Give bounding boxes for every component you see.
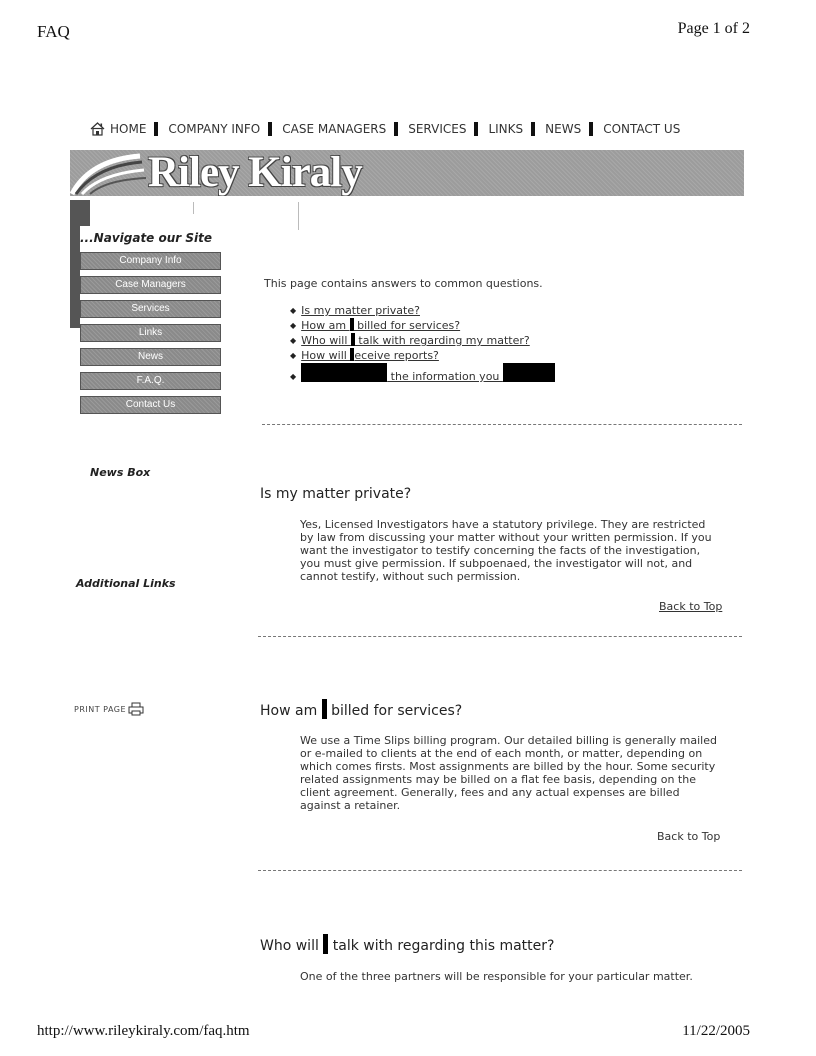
question-title-private: Is my matter private? [260, 486, 412, 502]
sidebar-item-contact-us[interactable]: Contact Us [80, 396, 221, 414]
sidebar-item-company-info[interactable]: Company Info [80, 252, 221, 270]
logo-swoosh-icon [70, 150, 150, 196]
topnav-news[interactable]: NEWS [545, 122, 582, 136]
sidebar-nav [80, 252, 221, 420]
print-footer-url: http://www.rileykiraly.com/faq.htm [37, 1023, 250, 1039]
divider [298, 202, 299, 230]
additional-links-heading: Additional Links [76, 577, 176, 590]
answer-contact: One of the three partners will be responsible for your particular matter. [300, 970, 693, 983]
section-divider [258, 870, 742, 872]
list-item [290, 318, 555, 333]
topnav-links[interactable]: LINKS [488, 122, 524, 136]
redaction-mark [301, 363, 387, 382]
list-item [290, 363, 555, 383]
toc-link-text: billed for services? [353, 319, 461, 332]
toc-link-text: talk with regarding my matter? [354, 334, 530, 347]
section-divider [258, 636, 742, 638]
bullet-icon: ◆ [290, 321, 297, 330]
question-title-text: How am [260, 703, 322, 719]
top-navigation [90, 120, 680, 138]
print-footer-date: 11/22/2005 [682, 1023, 750, 1039]
list-item [290, 303, 555, 318]
toc-link-text: the information you [387, 370, 503, 383]
topnav-separator [268, 122, 272, 136]
topnav-separator [474, 122, 478, 136]
toc-link-billing[interactable] [301, 319, 460, 332]
question-title-contact [260, 934, 554, 954]
sidebar-heading: ...Navigate our Site [80, 231, 213, 245]
bullet-icon: ◆ [290, 351, 297, 360]
site-banner [70, 150, 744, 196]
answer-private: Yes, Licensed Investigators have a statutory privilege. They are restricted by law from discussing your matter without your written permission. If you want the investigator to testify concerning the facts of the investigation, you must give permission. If subpoenaed, the investigator will not, and cannot testify, without such permission. [300, 518, 712, 583]
topnav-case-managers[interactable]: CASE MANAGERS [282, 122, 387, 136]
redaction-mark [503, 363, 555, 382]
sidebar-item-faq[interactable]: F.A.Q. [80, 372, 221, 390]
intro-text: This page contains answers to common questions. [264, 277, 543, 290]
back-to-top-link[interactable]: Back to Top [659, 600, 723, 613]
toc-link-text: How will [301, 349, 351, 362]
print-page-link[interactable] [74, 702, 144, 716]
topnav-home[interactable]: HOME [110, 122, 147, 136]
print-header-title: FAQ [37, 22, 70, 41]
toc-link-private[interactable] [301, 304, 420, 317]
bullet-icon: ◆ [290, 306, 297, 315]
toc-link-text: Is my matter private? [301, 304, 420, 317]
bullet-icon: ◆ [290, 372, 297, 381]
topnav-separator [531, 122, 535, 136]
toc-link-information[interactable] [301, 370, 555, 383]
toc-link-text: eceive reports? [354, 349, 439, 362]
home-icon[interactable] [90, 122, 105, 136]
question-title-text: talk with regarding this matter? [328, 938, 555, 954]
toc-link-reports[interactable] [301, 349, 439, 362]
sidebar-item-news[interactable]: News [80, 348, 221, 366]
list-item [290, 333, 555, 348]
printer-icon [128, 702, 144, 716]
toc-link-contact[interactable] [301, 334, 530, 347]
question-title-text: Who will [260, 938, 324, 954]
topnav-services[interactable]: SERVICES [408, 122, 467, 136]
back-to-top-link[interactable]: Back to Top [657, 830, 721, 843]
topnav-company-info[interactable]: COMPANY INFO [168, 122, 261, 136]
print-page-label: PRINT PAGE [74, 704, 127, 714]
topnav-separator [589, 122, 593, 136]
site-logo[interactable]: Riley Kiraly [148, 150, 362, 196]
news-box-heading: News Box [90, 466, 151, 479]
toc-link-text: Who will [301, 334, 351, 347]
toc-link-text: How am [301, 319, 350, 332]
faq-toc [290, 303, 555, 383]
sidebar-item-links[interactable]: Links [80, 324, 221, 342]
decorative-strip-top [70, 200, 90, 226]
divider [193, 202, 194, 214]
print-header-page-label: Page 1 of 2 [677, 20, 750, 37]
question-title-text: billed for services? [326, 703, 463, 719]
bullet-icon: ◆ [290, 336, 297, 345]
topnav-separator [394, 122, 398, 136]
topnav-separator [154, 122, 158, 136]
question-title-billing [260, 699, 462, 719]
sidebar-item-services[interactable]: Services [80, 300, 221, 318]
section-divider [262, 424, 742, 426]
sidebar-item-case-managers[interactable]: Case Managers [80, 276, 221, 294]
topnav-contact-us[interactable]: CONTACT US [603, 122, 681, 136]
answer-billing: We use a Time Slips billing program. Our detailed billing is generally mailed or e-mailed to clients at the end of each month, or matter, depending on which comes firsts. Most assignments are billed by the hour. Some security related assignments may be billed on a flat fee basis, depending on the client agreement. Generally, fees and any actual expenses are billed against a retainer. [300, 734, 717, 812]
list-item [290, 348, 555, 363]
